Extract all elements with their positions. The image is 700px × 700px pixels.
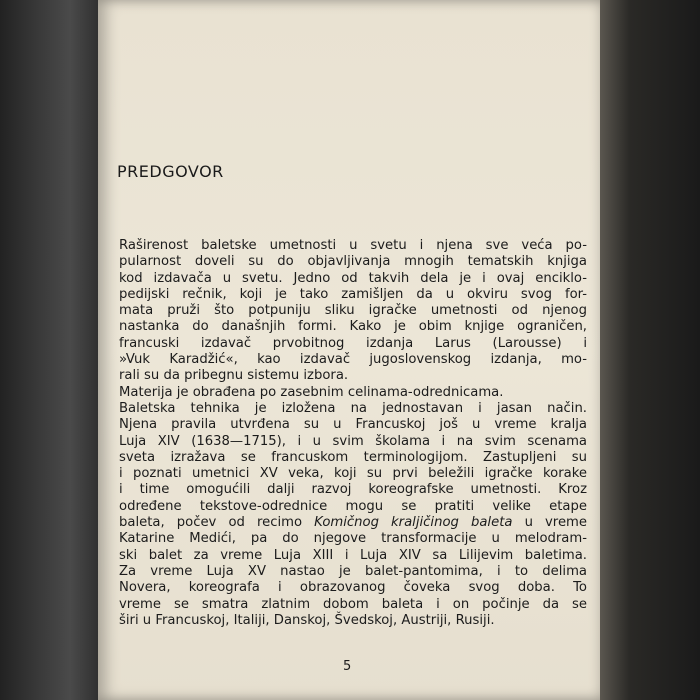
text-line: i time omogućili dalji razvoj koreografske umetnosti. Kroz bbox=[119, 482, 587, 498]
text-line: Materija je obrađena po zasebnim celinama-odrednicama. bbox=[119, 384, 504, 400]
text-line: ski balet za vreme Luja XIII i Luja XIV sa Lilijevim baletima. bbox=[119, 547, 587, 563]
page-heading: PREDGOVOR bbox=[117, 162, 224, 181]
italic-title: Komičnog kraljičinog baleta bbox=[314, 515, 513, 531]
text-line: Za vreme Luja XV nastao je balet-pantomima, i to delima bbox=[119, 563, 587, 579]
text-line-mixed bbox=[119, 515, 587, 531]
text-line: pedijski rečnik, koji je tako zamišljen da u okviru svog for- bbox=[119, 286, 587, 302]
text-line: nastanka do današnjih formi. Kako je obim knjige ograničen, bbox=[119, 319, 587, 335]
text-line: rali su da pribegnu sistemu izbora. bbox=[119, 368, 349, 384]
page-number: 5 bbox=[343, 659, 352, 674]
text-line: francuski izdavač prvobitnog izdanja Larus (Larousse) i bbox=[119, 335, 587, 351]
text-fragment: u vreme bbox=[524, 515, 588, 531]
right-background bbox=[600, 0, 700, 700]
text-line: vreme se smatra zlatnim dobom baleta i on počinje da se bbox=[119, 596, 587, 612]
text-line: »Vuk Karadžić«, kao izdavač jugoslovenskog izdanja, mo- bbox=[119, 352, 587, 368]
text-fragment: baleta, počev od recimo bbox=[119, 515, 303, 531]
text-line: pularnost doveli su do objavljivanja mnogih tematskih knjiga bbox=[119, 254, 587, 270]
text-line: mata pruži što potpuniju sliku igračke umetnosti od njenog bbox=[119, 303, 587, 319]
text-line: kod izdavača u svetu. Jedno od takvih dela je i ovaj enciklo- bbox=[119, 270, 587, 286]
text-line: Katarine Medići, pa do njegove transformacije u melodram- bbox=[119, 531, 587, 547]
left-background bbox=[0, 0, 100, 700]
text-line: širi u Francuskoj, Italiji, Danskoj, Švedskoj, Austriji, Rusiji. bbox=[119, 612, 495, 628]
text-line: sveta izražava se francuskom terminologijom. Zastupljeni su bbox=[119, 449, 587, 465]
text-line: Njena pravila utvrđena su u Francuskoj još u vreme kralja bbox=[119, 417, 587, 433]
body-text bbox=[119, 238, 587, 629]
text-line: Baletska tehnika je izložena na jednostavan i jasan način. bbox=[119, 400, 587, 416]
text-line: Novera, koreografa i obrazovanog čoveka svog doba. To bbox=[119, 580, 587, 596]
text-line: određene tekstove-odrednice mogu se pratiti velike etape bbox=[119, 498, 587, 514]
text-line: i poznati umetnici XV veka, koji su prvi beležili igračke korake bbox=[119, 466, 587, 482]
text-line: Raširenost baletske umetnosti u svetu i njena sve veća po- bbox=[119, 238, 587, 253]
text-line: Luja XIV (1638—1715), i u svim školama i na svim scenama bbox=[119, 433, 587, 449]
